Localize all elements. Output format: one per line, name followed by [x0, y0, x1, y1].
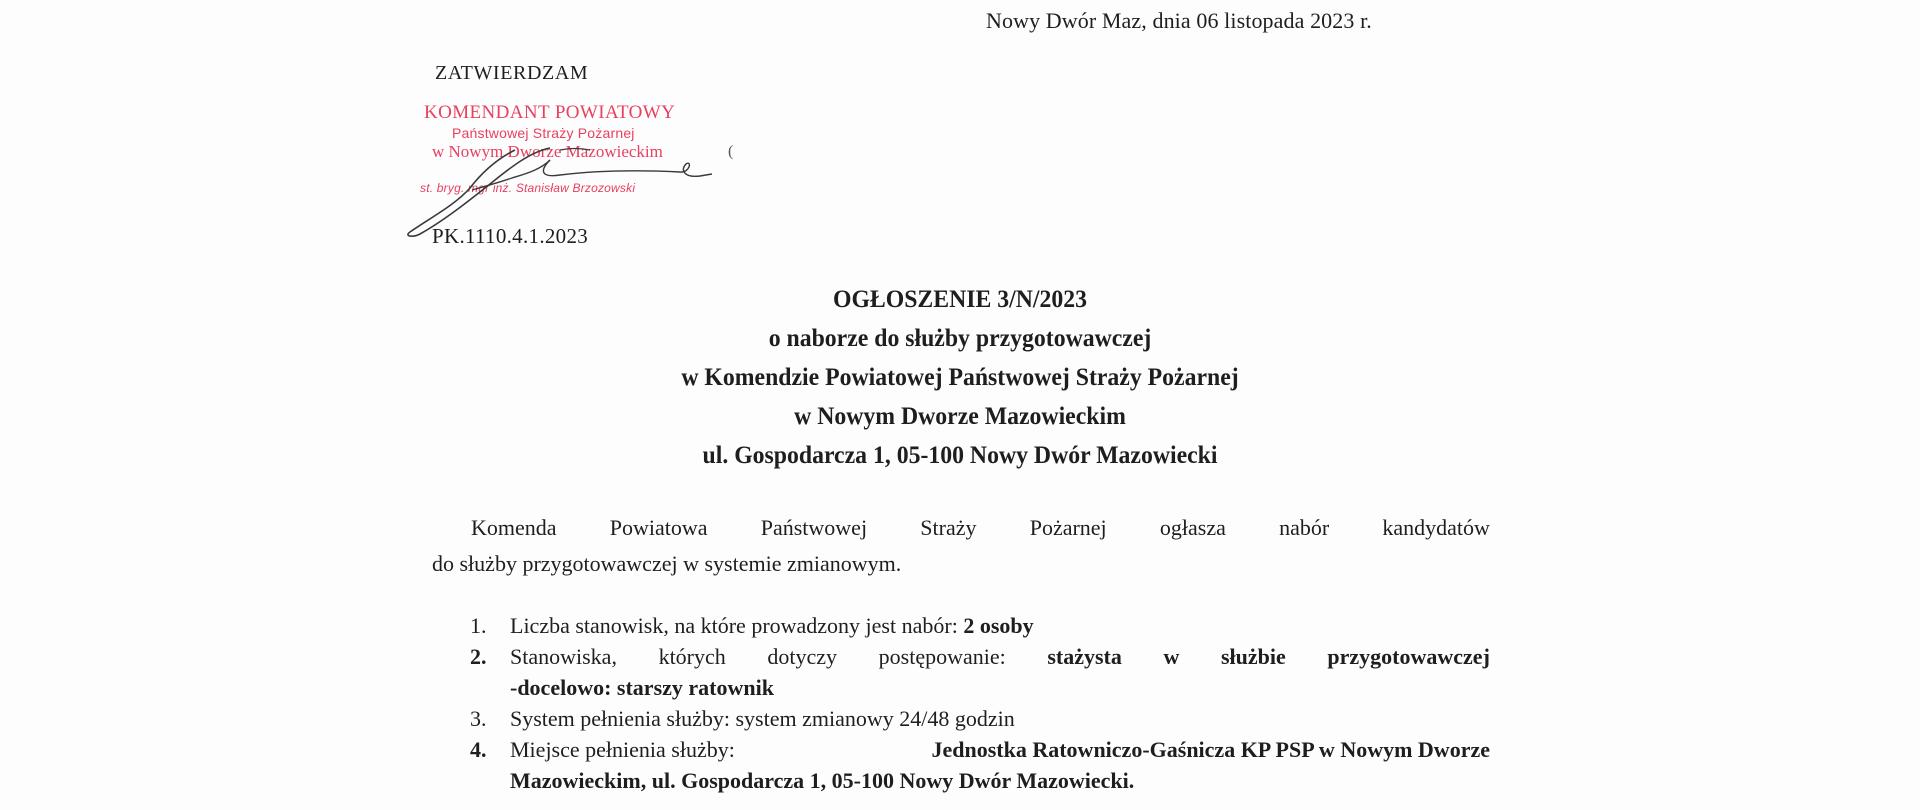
list-text: [510, 610, 1490, 641]
intro-word: ogłasza: [1159, 515, 1226, 540]
list-word: dotyczy: [767, 644, 838, 669]
document-date: Nowy Dwór Maz, dnia 06 listopada 2023 r.: [986, 8, 1372, 33]
intro-paragraph: [432, 510, 1490, 582]
stamp-title: KOMENDANT POWIATOWY: [424, 102, 676, 123]
requirements-list: [470, 610, 1490, 796]
list-word: służbie: [1221, 644, 1286, 669]
intro-word: Powiatowa: [609, 515, 708, 540]
list-word: postępowanie:: [878, 644, 1006, 669]
list-number: 4.: [470, 737, 487, 762]
title-line-5: ul. Gospodarcza 1, 05-100 Nowy Dwór Mazowiecki: [702, 442, 1218, 469]
stamp-mark: (: [728, 143, 734, 160]
list-number: 2.: [470, 644, 487, 669]
list-text: [510, 734, 1490, 796]
intro-line-2: do służby przygotowawczej w systemie zmianowym.: [432, 551, 902, 576]
list-number: 3.: [470, 706, 487, 731]
reference-number: PK.1110.4.1.2023: [432, 224, 589, 248]
list-item-3: [470, 703, 1490, 734]
list-item-1: [470, 610, 1490, 641]
list-line: [510, 672, 1490, 703]
intro-word: Komenda: [471, 515, 557, 540]
stamp-location: w Nowym Dworze Mazowieckim: [432, 142, 663, 161]
intro-word: kandydatów: [1382, 515, 1490, 540]
list-word: stażysta: [1047, 644, 1122, 669]
list-item-4: [470, 734, 1490, 796]
title-line-3: w Komendzie Powiatowej Państwowej Straży Pożarnej: [681, 364, 1239, 391]
title-line-2: o naborze do służby przygotowawczej: [768, 325, 1152, 352]
list-label: Liczba stanowisk, na które prowadzony jest nabór:: [510, 613, 964, 638]
list-value: Jednostka Ratowniczo-Gaśnicza KP PSP w Nowym Dworze: [931, 737, 1490, 762]
stamp-signatory: st. bryg. mgr inż. Stanisław Brzozowski: [420, 181, 636, 195]
announcement-title: [580, 280, 1340, 475]
list-text: [510, 641, 1490, 703]
intro-word: nabór: [1279, 515, 1330, 540]
list-word: przygotowawczej: [1327, 644, 1490, 669]
list-line: [510, 765, 1490, 796]
list-line: [510, 734, 1490, 765]
list-word: w: [1163, 644, 1180, 669]
approval-label: ZATWIERDZAM: [435, 62, 589, 84]
title-line-1: OGŁOSZENIE 3/N/2023: [832, 286, 1088, 313]
stamp-institution: Państwowej Straży Pożarnej: [452, 125, 635, 141]
list-value: Mazowieckim, ul. Gospodarcza 1, 05-100 Nowy Dwór Mazowiecki.: [510, 768, 1135, 793]
list-item-2: [470, 641, 1490, 703]
title-line-4: w Nowym Dworze Mazowieckim: [794, 403, 1126, 430]
intro-word: Państwowej: [760, 515, 868, 540]
list-label: Miejsce pełnienia służby:: [510, 737, 741, 762]
list-word: których: [658, 644, 726, 669]
list-text: System pełnienia służby: system zmianowy 24/48 godzin: [510, 706, 1015, 731]
list-number: 1.: [470, 613, 487, 638]
list-value: 2 osoby: [963, 613, 1034, 638]
intro-word: Straży: [920, 515, 977, 540]
intro-line-1: [432, 510, 1490, 546]
intro-word: Pożarnej: [1029, 515, 1107, 540]
list-word: Stanowiska,: [510, 644, 617, 669]
list-line: [510, 641, 1490, 672]
list-value: -docelowo: starszy ratownik: [510, 675, 774, 700]
